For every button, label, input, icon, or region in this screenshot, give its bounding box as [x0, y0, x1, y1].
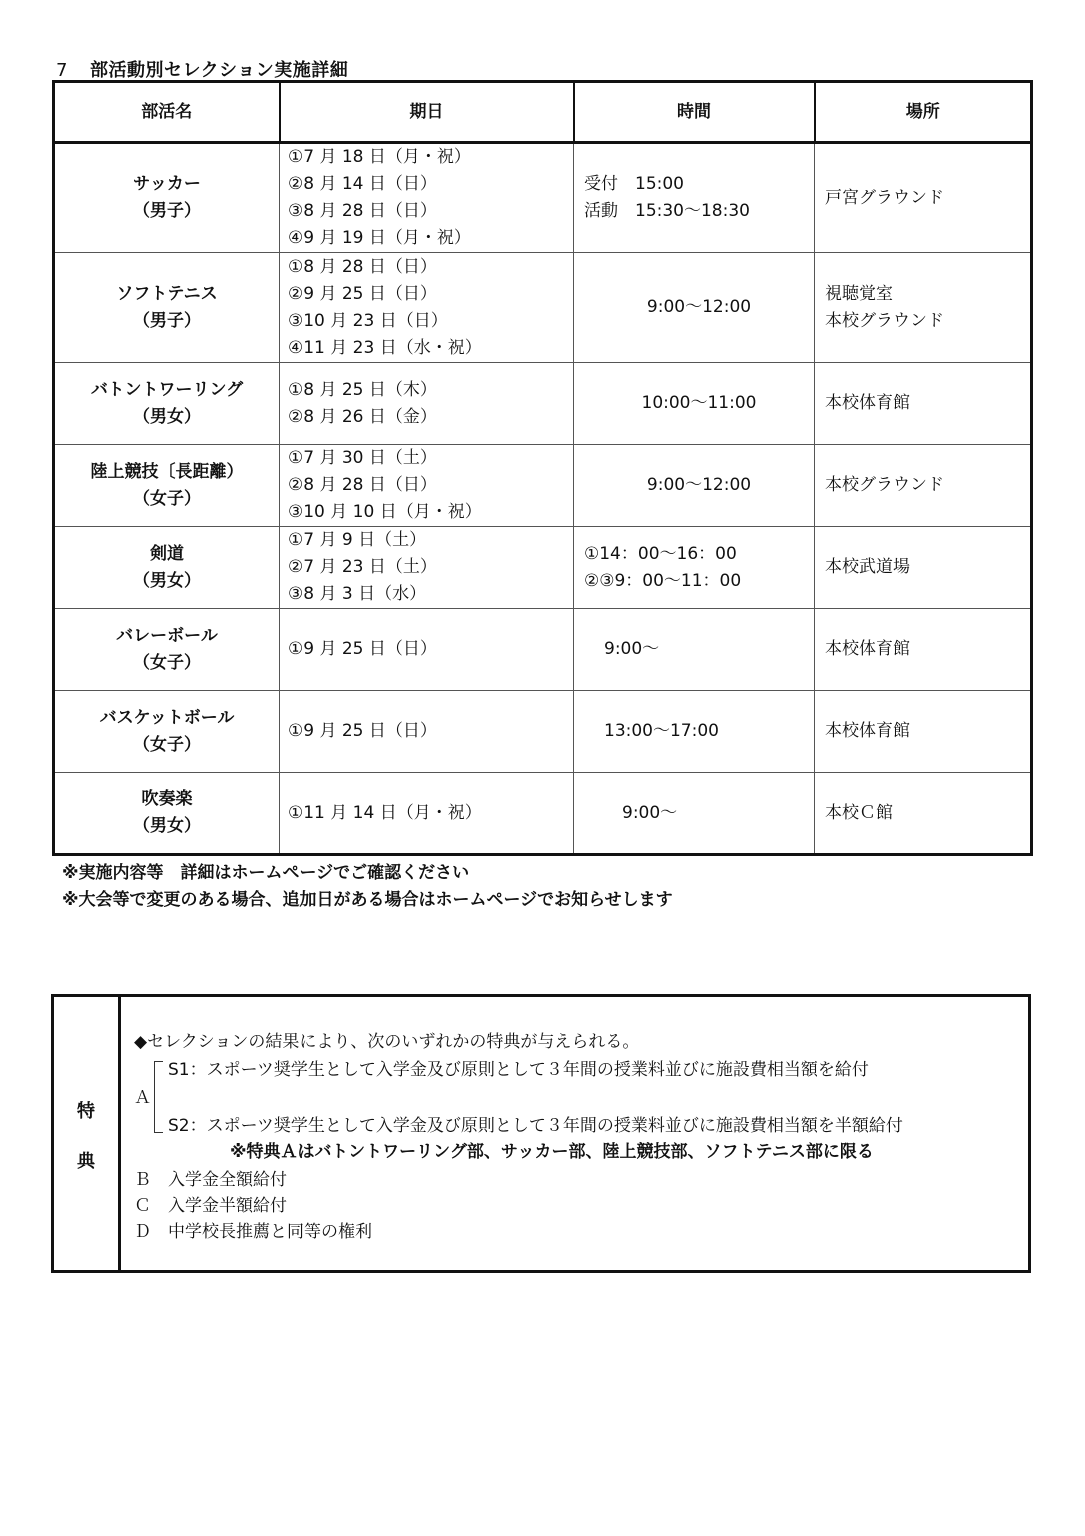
benefit-b: Ｂ 入学金全額給付 — [134, 1170, 287, 1190]
benefits-label: 特 典 — [54, 997, 121, 1270]
club-cell: 吹奏楽 （男女） — [54, 773, 280, 855]
dates-cell: ①7 月 30 日（土） ②8 月 28 日（日） ③10 月 10 日（月・祝） — [280, 445, 574, 527]
table-header-row — [54, 82, 1032, 143]
dates-cell: ①7 月 9 日（土） ②7 月 23 日（土） ③8 月 3 日（水） — [280, 527, 574, 609]
note-details: ※実施内容等 詳細はホームページでご確認ください — [62, 863, 470, 883]
place-cell: 本校体育館 — [815, 363, 1032, 445]
dates-cell: ①8 月 25 日（木） ②8 月 26 日（金） — [280, 363, 574, 445]
time-cell: 受付 15:00 活動 15:30～18:30 — [574, 143, 815, 253]
table-row — [54, 527, 1032, 609]
place-cell: 本校体育館 — [815, 691, 1032, 773]
benefits-box — [51, 994, 1031, 1273]
benefit-s2: S2：スポーツ奨学生として入学金及び原則として３年間の授業料並びに施設費相当額を半額給付 — [168, 1116, 903, 1136]
header-club: 部活名 — [54, 82, 280, 143]
place-cell: 本校武道場 — [815, 527, 1032, 609]
place-cell: 本校グラウンド — [815, 445, 1032, 527]
dates-cell: ①9 月 25 日（日） — [280, 609, 574, 691]
benefit-a-note: ※特典Ａはバトントワーリング部、サッカー部、陸上競技部、ソフトテニス部に限る — [230, 1142, 874, 1162]
time-cell: ①14：00～16：00 ②③9：00～11：00 — [574, 527, 815, 609]
table-row — [54, 773, 1032, 855]
selection-schedule-table — [52, 80, 1033, 856]
benefits-intro: ◆セレクションの結果により、次のいずれかの特典が与えられる。 — [134, 1032, 640, 1052]
club-cell: バレーボール （女子） — [54, 609, 280, 691]
header-date: 期日 — [280, 82, 574, 143]
time-cell: 9:00～12:00 — [574, 253, 815, 363]
dates-cell: ①8 月 28 日（日） ②9 月 25 日（日） ③10 月 23 日（日） ④11 月 23 日（水・祝） — [280, 253, 574, 363]
benefit-a-label: Ａ — [134, 1088, 151, 1108]
brace-icon — [154, 1061, 163, 1133]
table-row — [54, 609, 1032, 691]
benefit-d: Ｄ 中学校長推薦と同等の権利 — [134, 1222, 372, 1242]
benefit-c: Ｃ 入学金半額給付 — [134, 1196, 287, 1216]
club-cell: ソフトテニス （男子） — [54, 253, 280, 363]
dates-cell: ①11 月 14 日（月・祝） — [280, 773, 574, 855]
place-cell: 本校Ｃ館 — [815, 773, 1032, 855]
table-row — [54, 445, 1032, 527]
time-cell: 9:00～ — [574, 609, 815, 691]
section-title: 部活動別セレクション実施詳細 — [89, 60, 349, 81]
note-changes: ※大会等で変更のある場合、追加日がある場合はホームページでお知らせします — [62, 890, 673, 910]
time-cell: 9:00～12:00 — [574, 445, 815, 527]
time-cell: 10:00～11:00 — [574, 363, 815, 445]
place-cell: 戸宮グラウンド — [815, 143, 1032, 253]
header-time: 時間 — [574, 82, 815, 143]
place-cell: 視聴覚室 本校グラウンド — [815, 253, 1032, 363]
benefit-s1: S1：スポーツ奨学生として入学金及び原則として３年間の授業料並びに施設費相当額を給付 — [168, 1060, 869, 1080]
dates-cell: ①9 月 25 日（日） — [280, 691, 574, 773]
table-row — [54, 143, 1032, 253]
club-cell: サッカー （男子） — [54, 143, 280, 253]
time-cell: 13:00～17:00 — [574, 691, 815, 773]
dates-cell: ①7 月 18 日（月・祝） ②8 月 14 日（日） ③8 月 28 日（日） ④9 月 19 日（月・祝） — [280, 143, 574, 253]
table-row — [54, 691, 1032, 773]
club-cell: 陸上競技〔長距離） （女子） — [54, 445, 280, 527]
club-cell: バトントワーリング （男女） — [54, 363, 280, 445]
place-cell: 本校体育館 — [815, 609, 1032, 691]
table-row — [54, 363, 1032, 445]
time-cell: 9:00～ — [574, 773, 815, 855]
section-number: 7 — [56, 60, 68, 81]
club-cell: バスケットボール （女子） — [54, 691, 280, 773]
table-row — [54, 253, 1032, 363]
club-cell: 剣道 （男女） — [54, 527, 280, 609]
section-heading — [56, 56, 348, 82]
header-place: 場所 — [815, 82, 1032, 143]
notes — [62, 860, 673, 914]
